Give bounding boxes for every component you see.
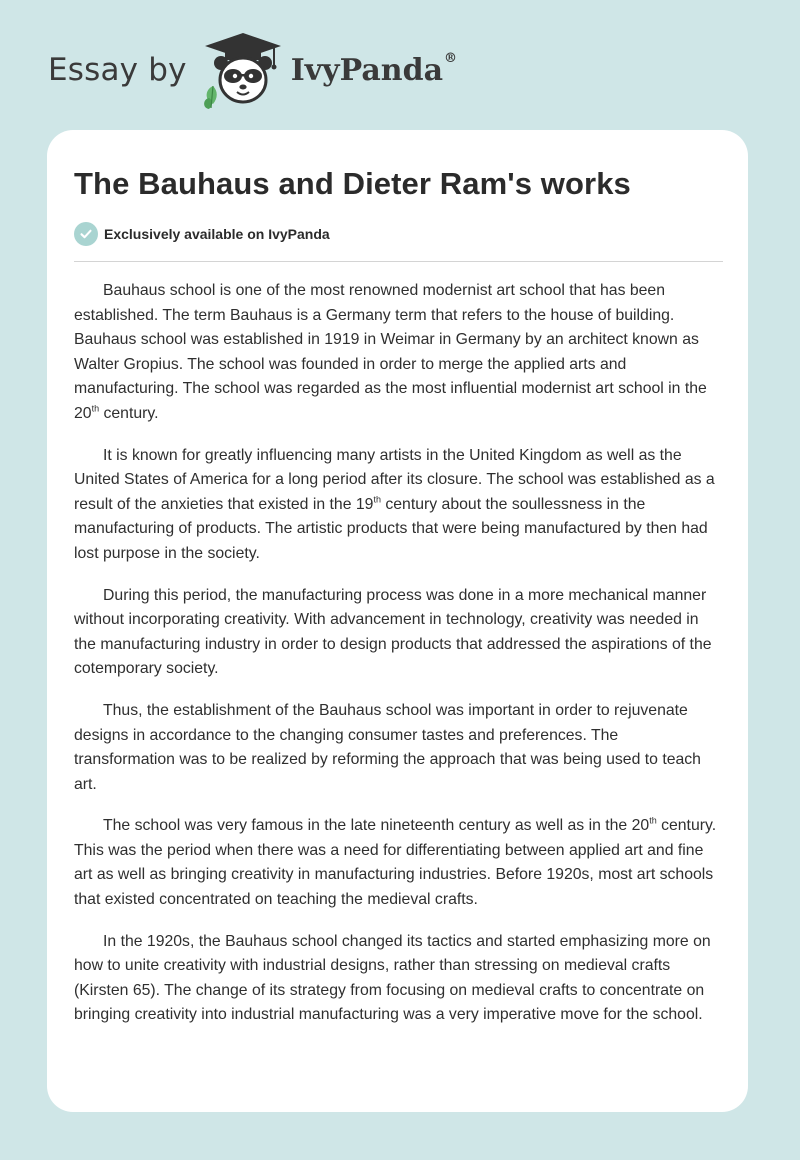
paragraph	[74, 814, 722, 912]
ordinal-suffix: th	[91, 403, 100, 414]
ordinal-suffix: th	[373, 494, 381, 505]
paragraph-text: The school was very famous in the late nineteenth century as well as in the 20	[103, 817, 650, 835]
paragraph-text: In the 1920s, the Bauhaus school changed its tactics and started emphasizing more on how to unite creativity with industrial designs, rather than stressing on medieval crafts (Kirsten 65). The change of its strategy from focusing on medieval crafts to concentrate on bringing creativity into industrial manufacturing was a very imperative move for the school.	[74, 932, 711, 1024]
paragraph	[74, 930, 722, 1028]
brand-header	[48, 30, 457, 110]
page-title: The Bauhaus and Dieter Ram's works	[74, 166, 631, 201]
paragraph-text: It is known for greatly influencing many artists in the United Kingdom as well as the United States of America for a long period after its closure. The school was established as a result of the anxieties that existed in the 19	[74, 446, 715, 513]
ordinal-suffix: th	[649, 816, 657, 827]
paragraph-text: Thus, the establishment of the Bauhaus school was important in order to rejuvenate designs in accordance to the changing consumer tastes and preferences. The transformation was to be realized by reforming the approach that was being used to teach art.	[74, 701, 701, 793]
paragraph	[74, 279, 722, 427]
paragraph	[74, 699, 722, 797]
paragraph-text: Bauhaus school is one of the most renowned modernist art school that has been established. The term Bauhaus is a Germany term that refers to the house of building. Bauhaus school was established in 1919 in Weimar in Germany by an architect known as Walter Gropius. The school was founded in order to merge the applied arts and manufacturing. The school was regarded as the most influential modernist art school in the 20	[74, 282, 707, 422]
panda-graduate-logo-icon	[201, 30, 285, 110]
paragraph-text: century. This was the period when there was a need for differentiating between applied art and fine art as well as bringing creativity in manufacturing industries. Before 1920s, most art schools that existed concentrated on teaching the medieval crafts.	[74, 817, 717, 909]
brand-prefix: Essay by	[48, 52, 187, 88]
paragraph	[74, 444, 722, 567]
paragraph-text: During this period, the manufacturing process was done in a more mechanical manner without incorporating creativity. With advancement in technology, creativity was needed in the manufacturing industry in order to design products that addressed the aspirations of the cotemporary society.	[74, 586, 712, 678]
exclusive-text: Exclusively available on IvyPanda	[104, 226, 330, 242]
check-circle-icon	[74, 222, 98, 246]
divider	[74, 261, 723, 262]
essay-card	[47, 130, 748, 1112]
paragraph-text: century.	[99, 404, 159, 422]
brand-name	[290, 50, 458, 88]
registered-mark: ®	[444, 50, 458, 66]
brand-name-text: IvyPanda	[290, 52, 444, 88]
paragraph-text: century about the soullessness in the manufacturing of products. The artistic products that were being manufactured by then had lost purpose in the society.	[74, 495, 708, 562]
exclusive-badge	[74, 222, 330, 246]
paragraph	[74, 584, 722, 682]
essay-body	[74, 279, 722, 1045]
